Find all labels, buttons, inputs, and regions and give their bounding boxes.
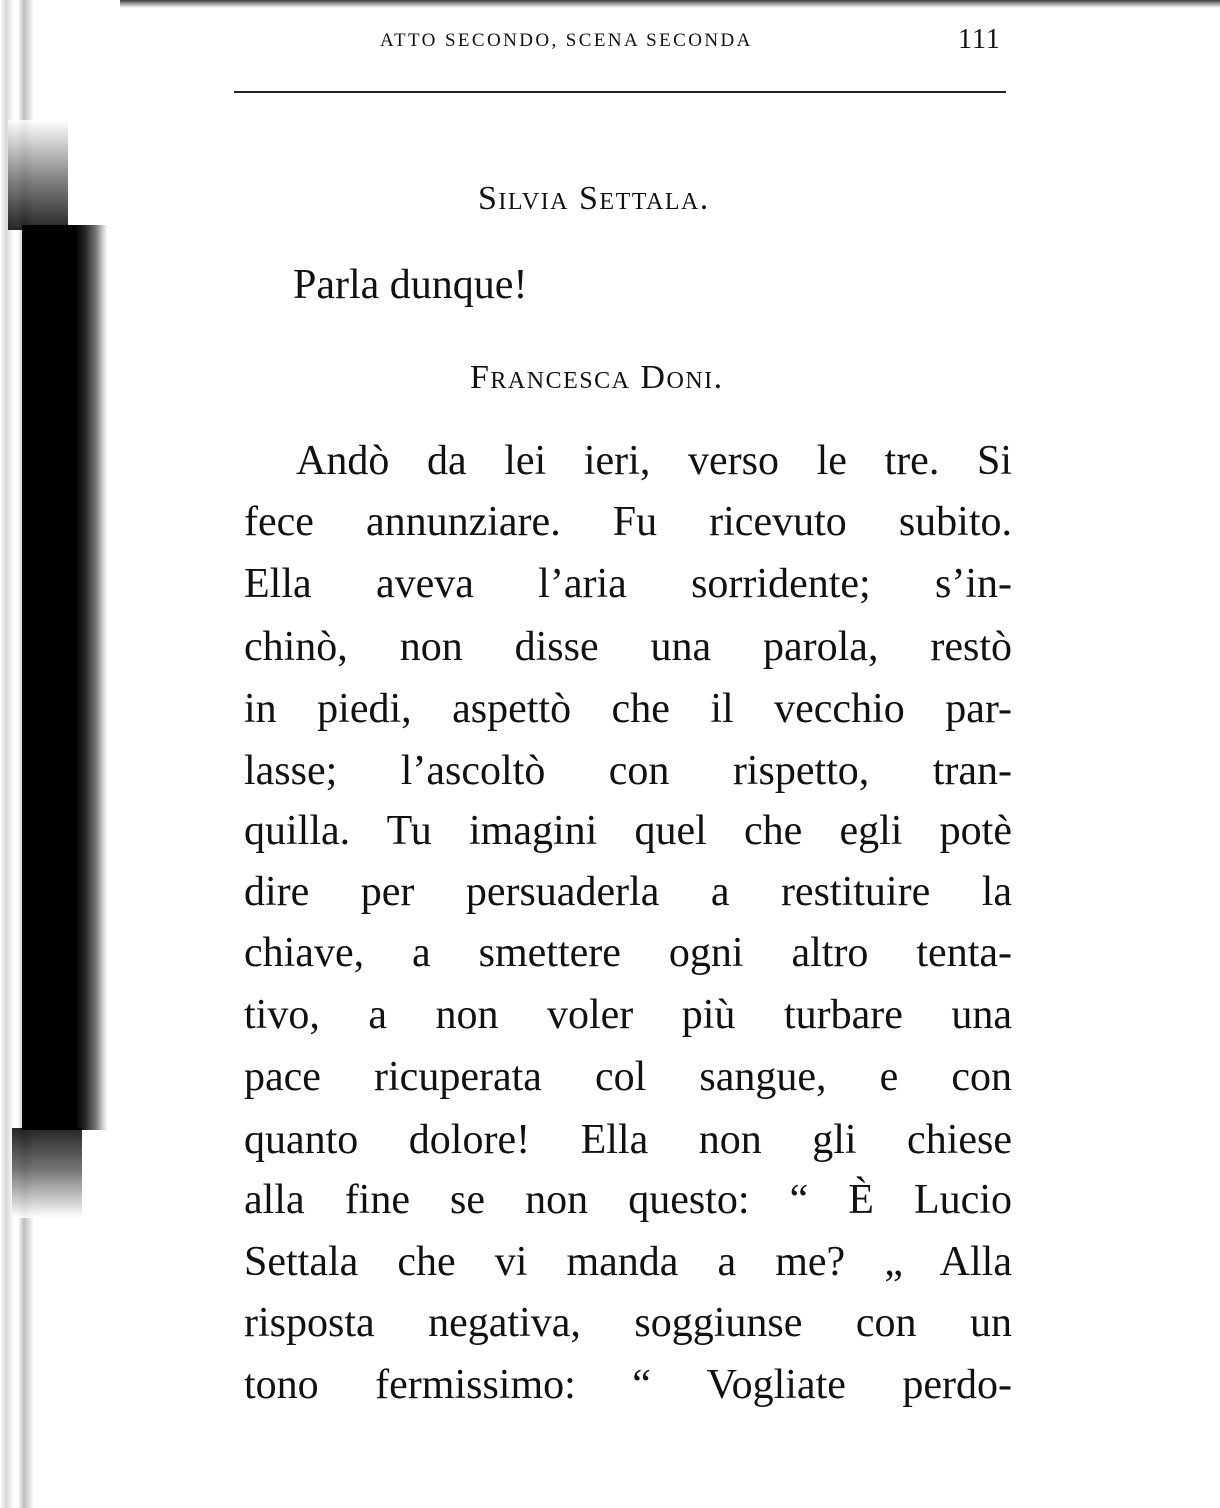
speech-line: fece annunziare. Fu ricevuto subito. bbox=[244, 499, 1012, 545]
speech-line: alla fine se non questo: “ È Lucio bbox=[244, 1177, 1012, 1223]
header-rule bbox=[234, 91, 1006, 93]
binding-edge bbox=[0, 0, 120, 1508]
speech-line: Ella aveva l’aria sorridente; s’in- bbox=[244, 561, 1012, 607]
speech-line: quilla. Tu imagini quel che egli potè bbox=[244, 808, 1012, 854]
speech-line: dire per persuaderla a restituire la bbox=[244, 869, 1012, 915]
speaker-francesca-doni: Francesca Doni. bbox=[470, 359, 724, 396]
speech-line: risposta negativa, soggiunse con un bbox=[244, 1300, 1012, 1346]
binding-shadow bbox=[22, 225, 108, 1130]
speaker-silvia-settala: Silvia Settala. bbox=[478, 180, 710, 217]
speech-line: Andò da lei ieri, verso le tre. Si bbox=[296, 438, 1012, 484]
scan-top-edge bbox=[0, 0, 1220, 8]
running-head: ATTO SECONDO, SCENA SECONDA bbox=[380, 30, 753, 51]
binding-shadow-top bbox=[8, 120, 68, 230]
page-number: 111 bbox=[958, 24, 1001, 55]
speech-line: tivo, a non voler più turbare una bbox=[244, 992, 1012, 1038]
speech-line: in piedi, aspettò che il vecchio par- bbox=[244, 686, 1012, 732]
binding-shadow-bottom bbox=[12, 1128, 82, 1218]
speech-line: Settala che vi manda a me? „ Alla bbox=[244, 1239, 1012, 1285]
speech-line: lasse; l’ascoltò con rispetto, tran- bbox=[244, 748, 1012, 794]
speech-line: chiave, a smettere ogni altro tenta- bbox=[244, 930, 1012, 976]
speech-line: pace ricuperata col sangue, e con bbox=[244, 1054, 1012, 1100]
speech-line-parla-dunque: Parla dunque! bbox=[293, 262, 528, 308]
speech-line: tono fermissimo: “ Vogliate perdo- bbox=[244, 1362, 1012, 1408]
speech-line: chinò, non disse una parola, restò bbox=[244, 624, 1012, 670]
speech-line: quanto dolore! Ella non gli chiese bbox=[244, 1117, 1012, 1163]
